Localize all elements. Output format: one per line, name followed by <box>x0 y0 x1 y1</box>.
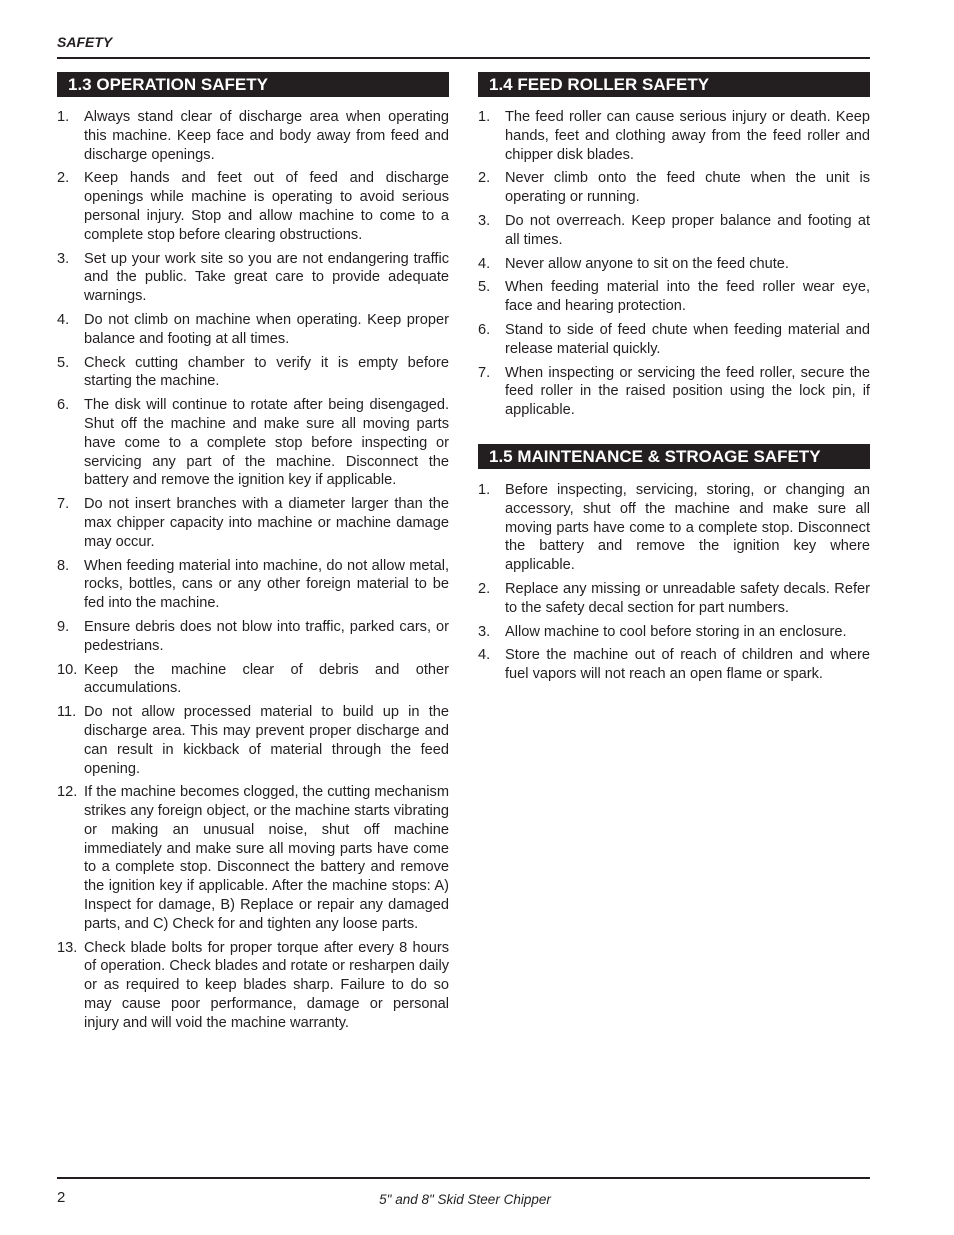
list-item-text: Ensure debris does not blow into traffic, parked cars, or pedestrians. <box>84 618 449 654</box>
list-item-text: Before inspecting, servicing, storing, or changing an accessory, shut off the machine and make sure all moving parts have come to a complete stop. Disconnect the battery and remove the ignition key where applicable. <box>505 481 870 574</box>
list-item-text: Replace any missing or unreadable safety decals. Refer to the safety decal section for part numbers. <box>505 580 870 616</box>
list-item-text: Do not insert branches with a diameter larger than the max chipper capacity into machine or machine damage may occur. <box>84 496 449 550</box>
list-item-number: 13. <box>57 939 78 956</box>
list-item-number: 5. <box>478 279 491 296</box>
list-item-text: The feed roller can cause serious injury or death. Keep hands, feet and clothing away from the feed roller and chipper disk blades. <box>505 109 870 163</box>
list-item-number: 6. <box>478 321 491 338</box>
list-item-number: 8. <box>57 557 70 574</box>
list-item <box>478 108 870 164</box>
list-item-number: 4. <box>478 647 491 664</box>
section-heading-maintenance-storage-safety: 1.5 MAINTENANCE & STROAGE SAFETY <box>478 444 870 469</box>
list-item-number: 6. <box>57 397 70 414</box>
list-item <box>478 278 870 316</box>
list-item-number: 11. <box>57 704 77 721</box>
footer-document-title-wrap <box>0 1192 954 1207</box>
list-item-number: 3. <box>478 623 491 640</box>
section-heading-operation-safety: 1.3 OPERATION SAFETY <box>57 72 449 97</box>
list-item-text: Set up your work site so you are not endangering traffic and the public. Take great care to provide adequate warnings. <box>84 250 449 305</box>
list-item-number: 4. <box>478 255 491 272</box>
list-item <box>57 108 449 164</box>
left-column <box>57 72 449 1038</box>
list-item-text: Store the machine out of reach of children and where fuel vapors will not reach an open flame or spark. <box>505 647 870 683</box>
list-item-text: Always stand clear of discharge area when operating this machine. Keep face and body away from feed and discharge openings. <box>84 109 449 163</box>
list-item <box>57 250 449 306</box>
list-item <box>478 255 870 274</box>
list-item-number: 2. <box>478 580 491 597</box>
list-item-number: 2. <box>57 170 70 187</box>
list-item-text: Check blade bolts for proper torque after every 8 hours of operation. Check blades and rotate or resharpen daily or as required to keep blades sharp. Failure to do so may cause poor performance, damage or personal injury and will void the machine warranty. <box>84 939 449 1031</box>
list-item <box>57 396 449 490</box>
list-item <box>57 557 449 613</box>
maintenance-storage-safety-list <box>478 481 870 684</box>
list-item-text: Never climb onto the feed chute when the unit is operating or running. <box>505 170 870 206</box>
list-item <box>57 354 449 392</box>
list-item-text: When feeding material into the feed roller wear eye, face and hearing protection. <box>505 279 870 315</box>
list-item-text: Check cutting chamber to verify it is empty before starting the machine. <box>84 354 449 390</box>
list-item <box>478 169 870 207</box>
list-item-text: Do not overreach. Keep proper balance and footing at all times. <box>505 212 870 248</box>
section-heading-feed-roller-safety: 1.4 FEED ROLLER SAFETY <box>478 72 870 97</box>
list-item-number: 1. <box>478 109 491 125</box>
list-item-number: 3. <box>478 212 491 229</box>
list-item-text: Do not allow processed material to build up in the discharge area. This may prevent proper discharge and can result in kickback of material through the feed opening. <box>84 704 449 777</box>
list-item-text: Keep the machine clear of debris and other accumulations. <box>84 661 449 697</box>
list-item <box>478 321 870 359</box>
list-item-text: If the machine becomes clogged, the cutting mechanism strikes any foreign object, or the machine starts vibrating or making an unusual noise, shut off machine immediately and make sure all moving parts have come to a complete stop. Disconnect the battery and remove the ignition key if applicable. After the machine stops: A) Inspect for damage, B) Replace or repair any damaged parts, and C) Check for and tighten any loose parts. <box>84 784 450 932</box>
list-item-text: Never allow anyone to sit on the feed chute. <box>505 255 789 272</box>
list-item <box>57 169 449 244</box>
list-item-text: When feeding material into machine, do not allow metal, rocks, bottles, cans or any other foreign material to be fed into the machine. <box>84 557 449 612</box>
list-item-number: 10. <box>57 661 78 678</box>
list-item <box>478 212 870 250</box>
list-item-number: 1. <box>478 481 491 498</box>
list-item <box>478 646 870 684</box>
list-item-number: 5. <box>57 354 70 371</box>
top-rule <box>57 57 870 59</box>
list-item-number: 7. <box>57 496 70 513</box>
operation-safety-list <box>57 108 449 1033</box>
list-item <box>57 495 449 551</box>
bottom-rule <box>57 1177 870 1179</box>
list-item-text: Keep hands and feet out of feed and discharge openings while machine is operating to avoid serious personal injury. Stop and allow machine to come to a complete stop before clearing obstructions. <box>84 170 449 243</box>
section-header-label: SAFETY <box>57 34 113 50</box>
list-item-text: Do not climb on machine when operating. Keep proper balance and footing at all times. <box>84 311 449 347</box>
list-item-number: 3. <box>57 250 70 267</box>
list-item <box>478 623 870 642</box>
list-item <box>57 311 449 349</box>
list-item-number: 4. <box>57 311 70 328</box>
list-item <box>57 703 449 778</box>
list-item-text: The disk will continue to rotate after being disengaged. Shut off the machine and make sure all moving parts have come to a complete stop before inspecting or servicing any part of the machine. Disconnect the battery and remove the ignition key if applicable. <box>84 397 449 489</box>
list-item <box>57 618 449 656</box>
list-item <box>57 939 449 1033</box>
list-item-text: When inspecting or servicing the feed roller, secure the feed roller in the raised position using the lock pin, if applicable. <box>505 364 870 419</box>
feed-roller-safety-list <box>478 108 870 420</box>
list-item <box>478 364 870 420</box>
list-item-number: 9. <box>57 618 70 635</box>
list-item-text: Stand to side of feed chute when feeding material and release material quickly. <box>505 321 870 357</box>
list-item <box>478 481 870 575</box>
right-column <box>478 72 870 689</box>
list-item-text: Allow machine to cool before storing in an enclosure. <box>505 623 847 640</box>
list-item <box>478 580 870 618</box>
list-item-number: 7. <box>478 364 491 381</box>
list-item-number: 12. <box>57 784 78 801</box>
list-item <box>57 783 449 933</box>
list-item <box>57 661 449 699</box>
list-item-number: 1. <box>57 109 70 125</box>
page-number: 2 <box>57 1189 66 1206</box>
footer-document-title: 5" and 8" Skid Steer Chipper <box>379 1192 551 1207</box>
list-item-number: 2. <box>478 170 491 187</box>
